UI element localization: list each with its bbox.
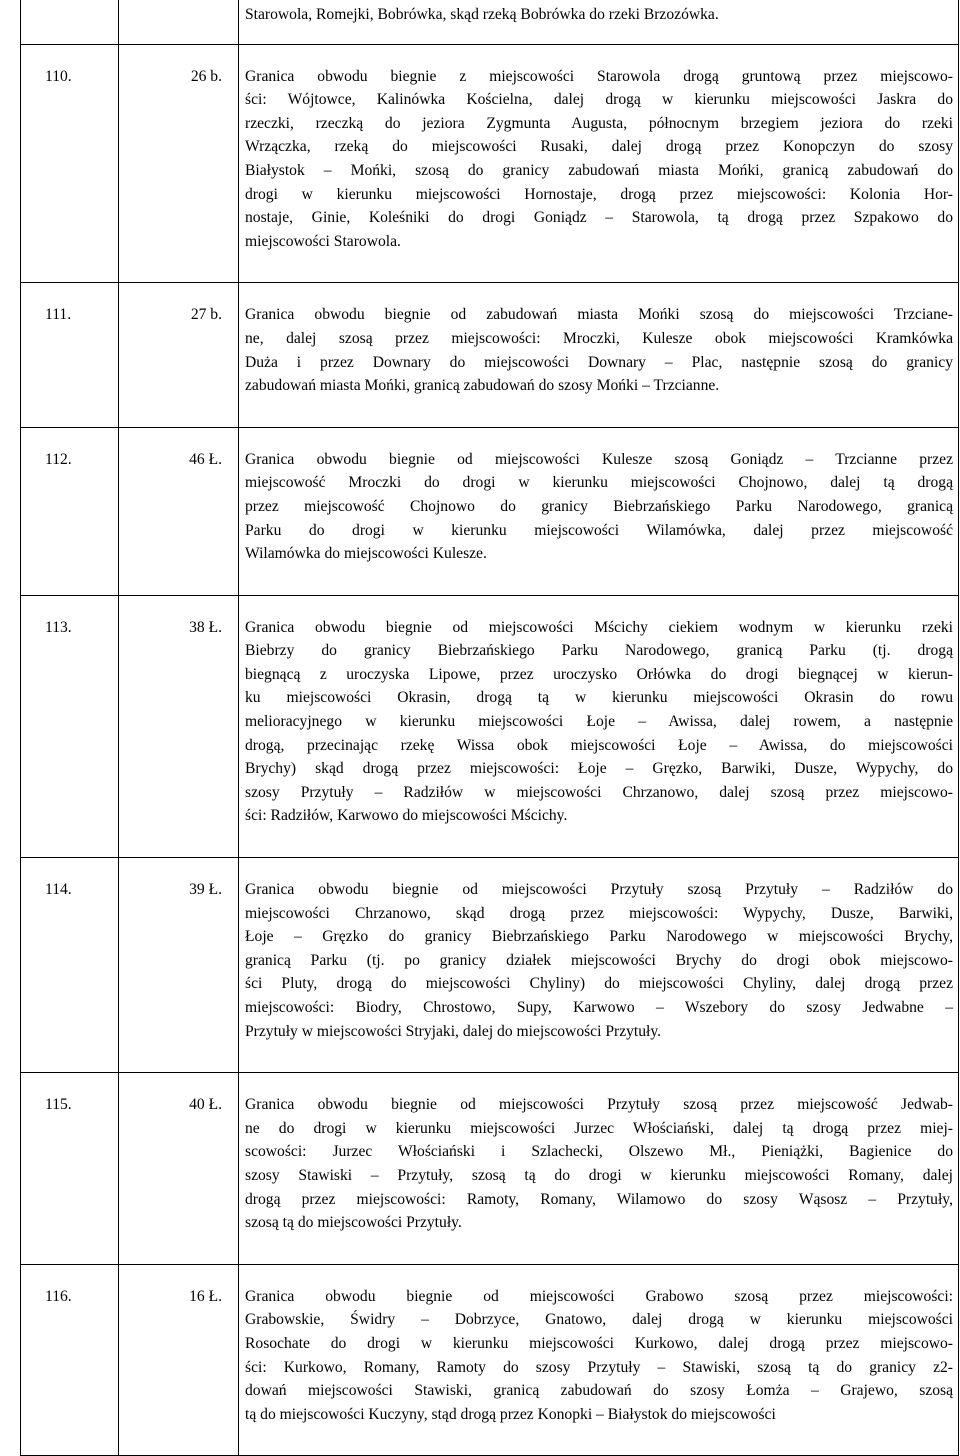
text-line: scowości: Jurzec Włościański i Szlachecki, Olszewo Mł., Pieniążki, Bagienice do: [245, 1143, 953, 1161]
text-line: Duża i przez Downary do miejscowości Downary – Plac, następnie szosą do granicy: [245, 353, 953, 371]
boundary-description: [239, 283, 959, 427]
text-line: Granica obwodu biegnie z miejscowości Starowola drogą gruntową przez miejscowo-: [245, 67, 953, 85]
district-code: 40 Ł.: [119, 1073, 239, 1265]
text-line: nostaje, Ginie, Koleśniki do drogi Goniądz – Starowola, tą drogą przez Szpakowo do: [245, 209, 953, 227]
row-number: 115.: [21, 1073, 119, 1265]
table-row: [21, 44, 959, 283]
table-row: [21, 1264, 959, 1456]
text-line: Brychy) skąd drogą przez miejscowości: Łoje – Gręzko, Barwiki, Dusze, Wypychy, do: [245, 760, 953, 778]
text-line: Wilamówka do miejscowości Kulesze.: [245, 545, 487, 563]
district-code: 38 Ł.: [119, 595, 239, 857]
text-line: Parku do drogi w kierunku miejscowości Wilamówka, dalej przez miejscowość: [245, 521, 953, 539]
boundary-description: [239, 427, 959, 595]
text-line: drogą, przecinając rzekę Wissa obok miejscowości Łoje – Awissa, do miejscowości: [245, 736, 953, 754]
text-line: Starowola, Romejki, Bobrówka, skąd rzeką Bobrówka do rzeki Brzozówka.: [245, 6, 719, 23]
boundary-description: [239, 858, 959, 1073]
table-row: [21, 1073, 959, 1265]
text-line: ne, dalej szosą przez miejscowości: Mroczki, Kulesze obok miejscowości Kramkówka: [245, 329, 953, 347]
text-line: Białystok – Mońki, szosą do granicy zabudowań miasta Mońki, granicą zabudowań do: [245, 161, 953, 179]
district-code: 39 Ł.: [119, 858, 239, 1073]
row-number: [21, 0, 119, 44]
row-number: 114.: [21, 858, 119, 1073]
boundary-description: [239, 595, 959, 857]
table-row: [21, 427, 959, 595]
text-line: Przytuły w miejscowości Stryjaki, dalej do miejscowości Przytuły.: [245, 1022, 662, 1040]
text-line: Granica obwodu biegnie od miejscowości Kulesze szosą Goniądz – Trzcianne przez: [245, 450, 953, 468]
text-line: Rosochate do drogi w kierunku miejscowości Kurkowo, dalej drogą przez miejscowo-: [245, 1334, 953, 1352]
district-code: 26 b.: [119, 44, 239, 283]
text-line: ści: Radziłów, Karwowo do miejscowości Mścichy.: [245, 807, 568, 825]
text-line: dowań miejscowości Stawiski, granicą zabudowań do szosy Łomża – Grajewo, szosą: [245, 1382, 953, 1400]
text-line: Biebrzy do granicy Biebrzańskiego Parku Narodowego, granicą Parku (tj. drogą: [245, 642, 953, 660]
boundary-description: [239, 1073, 959, 1265]
text-line: ści: Kurkowo, Romany, Ramoty do szosy Przytuły – Stawiski, szosą tą do granicy z2-: [245, 1358, 953, 1376]
table-row: [21, 595, 959, 857]
boundary-description: [239, 44, 959, 283]
district-code: 27 b.: [119, 283, 239, 427]
row-number: 110.: [21, 44, 119, 283]
text-line: Wrzączka, rzeką do miejscowości Rusaki, dalej drogą przez Konopczyn do szosy: [245, 138, 953, 156]
row-number: 116.: [21, 1264, 119, 1456]
table-row: [21, 0, 959, 44]
text-line: szosy Stawiski – Przytuły, szosą tą do drogi w kierunku miejscowości Romany, dalej: [245, 1166, 953, 1184]
text-line: melioracyjnego w kierunku miejscowości Łoje – Awissa, dalej rowem, a następnie: [245, 713, 953, 731]
district-code: [119, 0, 239, 44]
boundary-description: [239, 1264, 959, 1456]
table-row: [21, 283, 959, 427]
district-code: 46 Ł.: [119, 427, 239, 595]
text-line: przez miejscowość Chojnowo do granicy Biebrzańskiego Parku Narodowego, granicą: [245, 497, 953, 515]
boundary-description: [239, 0, 959, 44]
text-line: ne do drogi w kierunku miejscowości Jurzec Włościański, dalej tą drogą przez miej-: [245, 1119, 953, 1137]
text-line: szosą tą do miejscowości Przytuły.: [245, 1214, 462, 1232]
text-line: biegnącą z uroczyska Lipowe, przez uroczysko Orłówka do drogi biegnącej w kierun-: [245, 665, 953, 683]
text-line: Grabowskie, Świdry – Dobrzyce, Gnatowo, dalej drogą w kierunku miejscowości: [245, 1311, 953, 1329]
text-line: miejscowości Chrzanowo, skąd drogą przez miejscowości: Wypychy, Dusze, Barwiki,: [245, 904, 953, 922]
text-line: ści Pluty, drogą do miejscowości Chyliny) do miejscowości Chyliny, dalej drogą przez: [245, 975, 953, 993]
text-line: Łoje – Gręzko do granicy Biebrzańskiego Parku Narodowego w miejscowości Brychy,: [245, 928, 953, 946]
text-line: rzeczki, rzeczką do jeziora Zygmunta Augusta, północnym brzegiem jeziora do rzeki: [245, 114, 953, 132]
text-line: ści: Wójtowce, Kalinówka Kościelna, dalej drogą w kierunku miejscowości Jaskra do: [245, 91, 953, 109]
text-line: drogi w kierunku miejscowości Hornostaje, drogą przez miejscowości: Kolonia Hor-: [245, 185, 953, 203]
text-line: ku miejscowości Okrasin, drogą tą w kierunku miejscowości Okrasin do rowu: [245, 689, 953, 707]
text-line: Granica obwodu biegnie od zabudowań miasta Mońki szosą do miejscowości Trzciane-: [245, 306, 953, 324]
text-line: Granica obwodu biegnie od miejscowości Mścichy ciekiem wodnym w kierunku rzeki: [245, 618, 953, 636]
text-line: szosy Przytuły – Radziłów w miejscowości Chrzanowo, dalej szosą przez miejscowo-: [245, 783, 953, 801]
table-row: [21, 858, 959, 1073]
text-line: miejscowość Mroczki do drogi w kierunku miejscowości Chojnowo, dalej tą drogą: [245, 474, 953, 492]
text-line: miejscowości: Biodry, Chrostowo, Supy, Karwowo – Wszebory do szosy Jedwabne –: [245, 999, 953, 1016]
boundary-table: [20, 0, 959, 1456]
text-line: Granica obwodu biegnie od miejscowości Grabowo szosą przez miejscowości:: [245, 1287, 953, 1305]
text-line: Granica obwodu biegnie od miejscowości Przytuły szosą przez miejscowość Jedwab-: [245, 1096, 953, 1114]
text-line: tą do miejscowości Kuczyny, stąd drogą przez Konopki – Białystok do miejscowości: [245, 1405, 776, 1423]
text-line: zabudowań miasta Mońki, granicą zabudowań do szosy Mońki – Trzcianne.: [245, 377, 720, 395]
text-line: granicą Parku (tj. po granicy działek miejscowości Brychy do drogi obok miejscowo-: [245, 951, 953, 969]
table-body: [21, 0, 959, 1456]
row-number: 111.: [21, 283, 119, 427]
text-line: drogą przez miejscowości: Ramoty, Romany, Wilamowo do szosy Wąsosz – Przytuły,: [245, 1190, 953, 1208]
text-line: Granica obwodu biegnie od miejscowości Przytuły szosą Przytuły – Radziłów do: [245, 881, 953, 899]
row-number: 112.: [21, 427, 119, 595]
text-line: miejscowości Starowola.: [245, 232, 401, 250]
district-code: 16 Ł.: [119, 1264, 239, 1456]
row-number: 113.: [21, 595, 119, 857]
